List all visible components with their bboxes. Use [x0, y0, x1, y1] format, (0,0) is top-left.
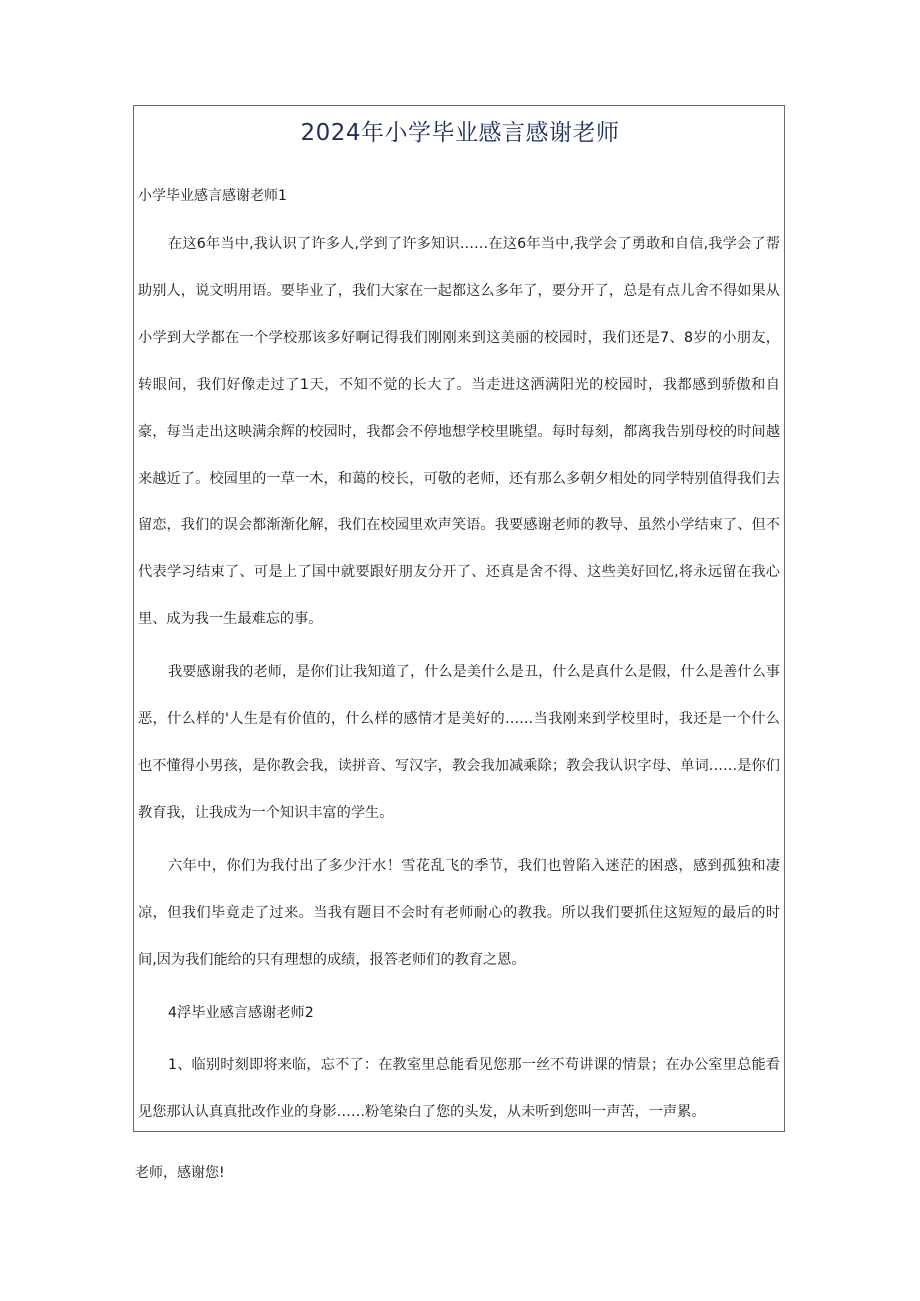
- document-title: 2024年小学毕业感言感谢老师: [300, 120, 620, 146]
- section-heading-2: 4浮毕业感言感谢老师2: [168, 1004, 314, 1021]
- paragraph-3: 六年中，你们为我付出了多少汗水！雪花乱飞的季节，我们也曾陷入迷茫的困惑，感到孤独和凄凉，但我们毕竟走了过来。当我有题目不会时有老师耐心的教我。所以我们要抓住这短短的最后的时间,因为我们能给的只有理想的成绩，报答老师们的教育之恩。: [138, 857, 780, 968]
- paragraph-4: 1、临别时刻即将来临，忘不了：在教室里总能看见您那一丝不苟讲课的情景；在办公室里总能看见您那认认真真批改作业的身影……粉笔染白了您的头发，从未听到您叫一声苦，一声累。: [138, 1057, 780, 1121]
- section-heading-1: 小学毕业感言感谢老师1: [138, 188, 287, 204]
- closing-line: 老师，感谢您!: [135, 1165, 225, 1181]
- paragraph-1: 在这6年当中,我认识了许多人,学到了许多知识……在这6年当中,我学会了勇敢和自信,我学会了帮助别人，说文明用语。要毕业了，我们大家在一起都这么多年了，要分开了，总是有点儿舍不得如果从小学到大学都在一个学校那该多好啊记得我们刚刚来到这美丽的校园时，我们还是7、8岁的小朋友，转眼间，我们好像走过了1天，不知不觉的长大了。当走进这洒满阳光的校园时，我都感到骄傲和自豪，每当走出这映满余辉的校园时，我都会不停地想学校里眺望。每时每刻，都离我告别母校的时间越来越近了。校园里的一草一木，和蔼的校长，可敬的老师，还有那么多朝夕相处的同学特别值得我们去留恋，我们的误会都渐渐化解，我们在校园里欢声笑语。我要感谢老师的教导、虽然小学结束了、但不代表学习结束了、可是上了国中就要跟好朋友分开了、还真是舍不得、这些美好回忆,将永远留在我心里、成为我一生最难忘的事。: [138, 236, 780, 628]
- document-frame: [133, 105, 785, 1132]
- paragraph-2: 我要感谢我的老师，是你们让我知道了，什么是美什么是丑，什么是真什么是假，什么是善什么事恶，什么样的'人生是有价值的，什么样的感情才是美好的……当我刚来到学校里时，我还是一个什么也不懂得小男孩，是你教会我，读拼音、写汉字，教会我加减乘除；教会我认识字母、单词……是你们教育我，让我成为一个知识丰富的学生。: [138, 664, 780, 821]
- document-body: [138, 221, 780, 1142]
